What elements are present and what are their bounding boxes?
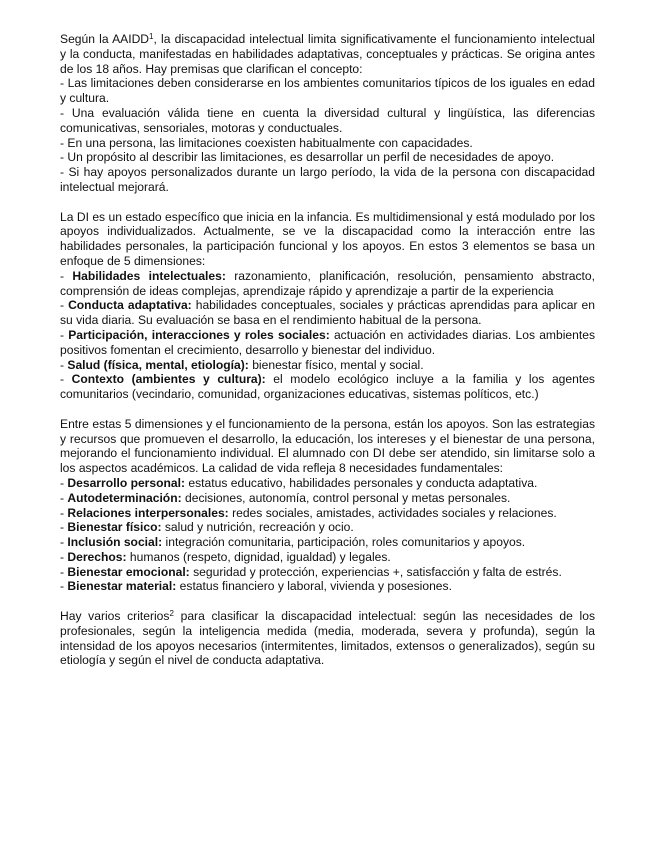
- need-desc: estatus financiero y laboral, vivienda y posesiones.: [179, 579, 452, 594]
- dimension-desc: razonamiento, planificación, resolución, pensamiento abstracto, comprensión de ideas complejas, aprendizaje rápido y aprendizaje a partir de la experiencia: [60, 268, 595, 298]
- paragraph-criteria: [60, 609, 595, 668]
- need-term: Autodeterminación:: [67, 490, 182, 505]
- need-term: Relaciones interpersonales:: [67, 505, 229, 520]
- paragraph-dimensions-intro: La DI es un estado específico que inicia en la infancia. Es multidimensional y está modulado por los apoyos individualizados. Actualmente, se ve la discapacidad como la interacción entre las habilidades personales, la participación funcional y los apoyos. En estos 3 elementos se basa un enfoque de 5 dimensiones:: [60, 209, 595, 268]
- premise-item: - Un propósito al describir las limitaciones, es desarrollar un perfil de necesidades de apoyo.: [60, 150, 555, 165]
- dimension-term: Salud (física, mental, etiología):: [67, 357, 249, 372]
- need-desc: seguridad y protección, experiencias +, satisfacción y falta de estrés.: [193, 564, 562, 579]
- dimension-desc: actuación en actividades diarias. Los ambientes positivos fomentan el crecimiento, desarrollo y bienestar del individuo.: [60, 327, 595, 357]
- need-term: Bienestar emocional:: [67, 564, 190, 579]
- premise-item: - En una persona, las limitaciones coexisten habitualmente con capacidades.: [60, 135, 473, 150]
- paragraph-gap: [60, 402, 595, 417]
- need-desc: integración comunitaria, participación, roles comunitarios y apoyos.: [165, 535, 526, 550]
- dimension-desc: bienestar físico, mental y social.: [252, 357, 424, 372]
- need-term: Bienestar material:: [67, 579, 177, 594]
- need-item: - Inclusión social: integración comunitaria, participación, roles comunitarios y apoyos.: [60, 535, 526, 550]
- need-desc: salud y nutrición, recreación y ocio.: [164, 520, 354, 535]
- definition-lead: Según la AAIDD: [60, 32, 150, 46]
- need-item: - Bienestar físico: salud y nutrición, recreación y ocio.: [60, 520, 354, 535]
- criteria-lead: Hay varios criterios: [60, 609, 170, 624]
- need-item: - Desarrollo personal: estatus educativo, habilidades personales y conducta adaptativa.: [60, 475, 538, 490]
- need-term: Desarrollo personal:: [67, 475, 186, 490]
- need-item: - Bienestar emocional: seguridad y protección, experiencias +, satisfacción y falta de estrés.: [60, 564, 562, 579]
- document-page: [60, 32, 595, 668]
- footnote-ref-1[interactable]: 1: [149, 32, 154, 41]
- dimension-term: Habilidades intelectuales:: [72, 268, 226, 283]
- criteria-rest: para clasificar la discapacidad intelectual: según las necesidades de los profesionales, según la inteligencia medida (media, moderada, severa y profunda), según la intensidad de los apoyos necesarios (intermitentes, limitados, extensos o generalizados), según su etiología y según el nivel de conducta adaptativa.: [60, 609, 596, 668]
- footnote-ref-2[interactable]: 2: [169, 609, 174, 619]
- dimension-term: Contexto (ambientes y cultura):: [71, 372, 266, 387]
- premise-item: - Las limitaciones deben considerarse en los ambientes comunitarios típicos de los iguales en edad y cultura.: [60, 76, 595, 106]
- need-item: - Bienestar material: estatus financiero y laboral, vivienda y posesiones.: [60, 579, 452, 594]
- dimension-term: Conducta adaptativa:: [68, 298, 192, 313]
- need-term: Inclusión social:: [67, 535, 163, 550]
- need-term: Bienestar físico:: [67, 520, 162, 535]
- need-item: - Relaciones interpersonales: redes sociales, amistades, actividades sociales y relaciones.: [60, 505, 557, 520]
- need-item: - Derechos: humanos (respeto, dignidad, igualdad) y legales.: [60, 549, 391, 564]
- dimension-item: - Habilidades intelectuales: razonamiento, planificación, resolución, pensamiento abstracto, comprensión de ideas complejas, aprendizaje rápido y aprendizaje a partir de la experiencia: [60, 268, 595, 298]
- dimension-item: - Salud (física, mental, etiología): bienestar físico, mental y social.: [60, 357, 424, 372]
- need-desc: redes sociales, amistades, actividades sociales y relaciones.: [232, 505, 557, 520]
- paragraph-gap: [60, 594, 595, 609]
- paragraph-gap: [60, 195, 595, 210]
- need-desc: humanos (respeto, dignidad, igualdad) y legales.: [129, 549, 391, 564]
- paragraph-supports-intro: Entre estas 5 dimensiones y el funcionamiento de la persona, están los apoyos. Son las estrategias y recursos que promueven el desarrollo, la educación, los intereses y el bienestar de una persona, mejorando el funcionamiento individual. El alumnado con DI debe ser atendido, sin limitarse solo a los aspectos académicos. La calidad de vida refleja 8 necesidades fundamentales:: [60, 416, 595, 476]
- definition-lead-rest: , la discapacidad intelectual limita significativamente el funcionamiento intelectual y la conducta, manifestadas en habilidades adaptativas, conceptuales y prácticas. Se origina antes de los 18 años. Hay premisas que clarifican el concepto:: [60, 32, 595, 76]
- dimension-item: - Contexto (ambientes y cultura): el modelo ecológico incluye a la familia y los agentes comunitarios (vecindario, comunidad, organizaciones educativas, sistemas políticos, etc.): [60, 372, 595, 402]
- need-term: Derechos:: [67, 549, 127, 564]
- dimension-desc: el modelo ecológico incluye a la familia y los agentes comunitarios (vecindario, comunidad, organizaciones educativas, sistemas políticos, etc.): [60, 372, 595, 402]
- need-item: - Autodeterminación: decisiones, autonomía, control personal y metas personales.: [60, 490, 511, 505]
- need-desc: decisiones, autonomía, control personal y metas personales.: [185, 490, 511, 505]
- paragraph-definition: [60, 32, 595, 76]
- need-desc: estatus educativo, habilidades personales y conducta adaptativa.: [188, 475, 538, 490]
- dimension-item: - Participación, interacciones y roles sociales: actuación en actividades diarias. Los ambientes positivos fomentan el crecimiento, desarrollo y bienestar del individuo.: [60, 327, 595, 357]
- premise-item: - Si hay apoyos personalizados durante un largo período, la vida de la persona con discapacidad intelectual mejorará.: [60, 165, 595, 194]
- dimension-item: - Conducta adaptativa: habilidades conceptuales, sociales y prácticas aprendidas para aplicar en su vida diaria. Su evaluación se basa en el rendimiento habitual de la persona.: [60, 298, 595, 328]
- dimension-desc: habilidades conceptuales, sociales y prácticas aprendidas para aplicar en su vida diaria. Su evaluación se basa en el rendimiento habitual de la persona.: [60, 298, 595, 328]
- premise-item: - Una evaluación válida tiene en cuenta la diversidad cultural y lingüística, las diferencias comunicativas, sensoriales, motoras y conductuales.: [60, 105, 595, 135]
- dimension-term: Participación, interacciones y roles sociales:: [68, 327, 330, 342]
